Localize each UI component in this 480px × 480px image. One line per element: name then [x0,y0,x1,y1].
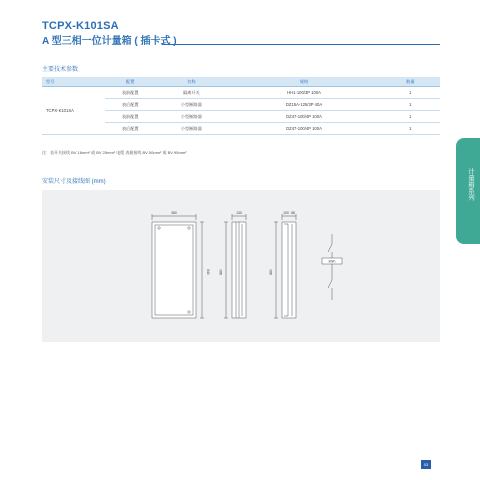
name-cell: 小型断路器 [155,99,227,111]
table-note: 注：表开关接线 BV 16mm² 或 BV 25mm² 电缆 表箱接线 BV 50mm² 或 BV 95mm² [42,150,187,155]
config-cell: 表前配置 [105,87,155,99]
spec-section-title: 主要技术参数 [42,67,79,73]
spec-cell: HH1-100/3P 100A [227,87,380,99]
wiring-switch [328,244,332,252]
qty-cell: 1 [381,87,440,99]
config-cell: 表前配置 [105,111,155,123]
side-width-label: 130 [236,211,242,215]
name-cell: 隔离开关 [155,87,227,99]
drawing-svg [42,190,440,342]
installation-drawing [42,190,440,342]
side-height-label: 880 [219,269,223,275]
name-cell: 小型断路器 [155,111,227,123]
front-height-label: 540 [206,269,210,275]
page-number-badge: 03 [421,460,431,469]
category-side-tab[interactable] [456,138,480,244]
rear-top-label: 100 [283,211,289,215]
rear-view-outline [282,222,296,318]
front-width-label: 380 [171,211,177,215]
spec-cell: DZ15A-125/3P 40A [227,99,380,111]
header-model: 型号 [42,77,105,87]
header-qty: 数量 [381,77,440,87]
table-row [42,87,440,99]
rear-height-label: 880 [269,269,273,275]
header-config: 配置 [105,77,155,87]
front-view-outline [152,222,196,318]
header-name: 名称 [155,77,227,87]
table-header-row [42,77,440,87]
qty-cell: 1 [381,111,440,123]
model-cell: TCPX-K101SA [42,87,105,135]
qty-cell: 1 [381,123,440,135]
wiring-switch [328,280,332,288]
spec-cell: DZ47-100/4P 100A [227,123,380,135]
spec-table [42,77,440,135]
spec-cell: DZ47-100/4P 100A [227,111,380,123]
side-tab-label: 计量箱系列 [467,168,474,201]
meter-label: kWh [328,259,336,264]
page-title-cn: A 型三相一位计量箱 ( 插卡式 ) [42,36,177,47]
config-cell: 表后配置 [105,99,155,111]
rear-side-label: 88 [291,211,295,215]
header-spec: 规格 [227,77,380,87]
qty-cell: 1 [381,99,440,111]
page-title-en: TCPX-K101SA [42,20,119,32]
name-cell: 小型断路器 [155,123,227,135]
title-rule [162,44,440,45]
drawing-section-title: 安装尺寸及接线图 (mm) [42,179,106,185]
config-cell: 表后配置 [105,123,155,135]
